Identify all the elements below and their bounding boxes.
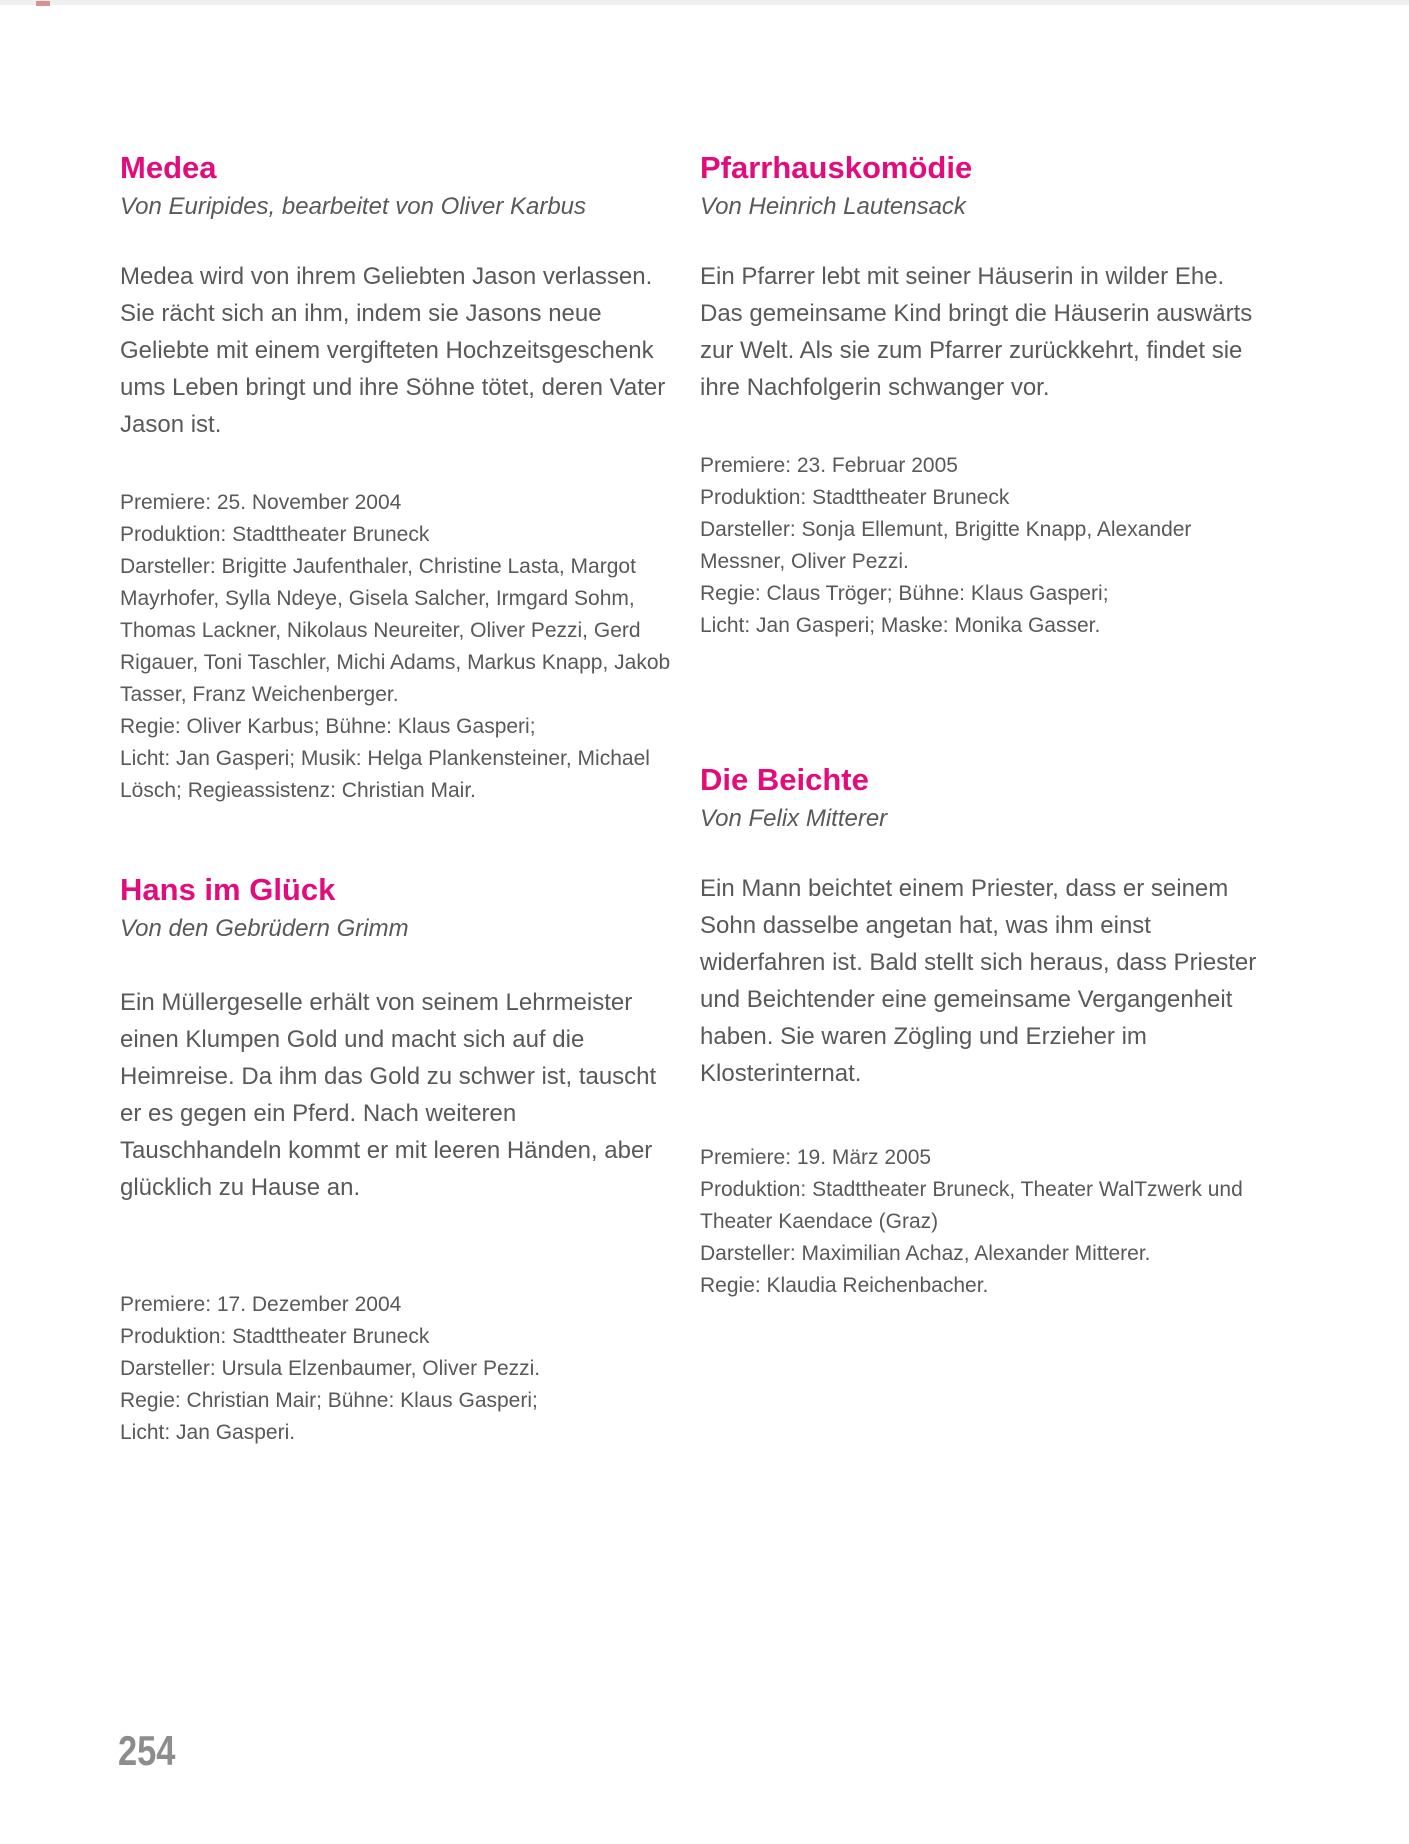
- production-credits: [700, 1142, 1262, 1302]
- production-author: Von Felix Mitterer: [700, 805, 888, 832]
- production-synopsis: Ein Müllergeselle erhält von seinem Lehrmeister einen Klumpen Gold und macht sich auf die Heimreise. Da ihm das Gold zu schwer ist, tauscht er es gegen ein Pferd. Nach weiteren Tauschhandeln kommt er mit leeren Händen, aber glücklich zu Hause an.: [120, 989, 657, 1201]
- credit-line: Produktion: Stadttheater Bruneck: [700, 486, 1010, 509]
- credit-line: Produktion: Stadttheater Bruneck: [120, 1325, 430, 1348]
- credit-line: Premiere: 23. Februar 2005: [700, 454, 958, 477]
- red-mark: [36, 1, 50, 6]
- production-synopsis: Ein Mann beichtet einem Priester, dass er seinem Sohn dasselbe angetan hat, was ihm einst widerfahren ist. Bald stellt sich heraus, dass Priester und Beichtender eine gemeinsame Vergangenheit haben. Sie waren Zögling und Erzieher im Klosterinternat.: [700, 875, 1257, 1087]
- credit-line: Premiere: 19. März 2005: [700, 1146, 932, 1169]
- credit-line: Darsteller: Maximilian Achaz, Alexander Mitterer.: [700, 1242, 1151, 1265]
- credit-line: Regie: Christian Mair; Bühne: Klaus Gasperi;: [120, 1389, 538, 1412]
- production-title: Pfarrhauskomödie: [700, 150, 973, 185]
- production-synopsis: Medea wird von ihrem Geliebten Jason verlassen. Sie rächt sich an ihm, indem sie Jasons neue Geliebte mit einem vergifteten Hochzeitsgeschenk ums Leben bringt und ihre Söhne tötet, deren Vater Jason ist.: [120, 263, 666, 438]
- credit-line: Regie: Oliver Karbus; Bühne: Klaus Gasperi;: [120, 715, 536, 738]
- credit-line: Licht: Jan Gasperi; Musik: Helga Plankensteiner, Michael Lösch; Regieassistenz: Christian Mair.: [120, 747, 650, 802]
- credit-line: Licht: Jan Gasperi; Maske: Monika Gasser.: [700, 614, 1101, 637]
- production-title: Die Beichte: [700, 762, 869, 797]
- credit-line: Produktion: Stadttheater Bruneck: [120, 523, 430, 546]
- credit-line: Produktion: Stadttheater Bruneck, Theater WalTzwerk und Theater Kaendace (Graz): [700, 1178, 1243, 1233]
- production-section-hans-im-glueck: [120, 872, 672, 1449]
- production-section-die-beichte: [700, 762, 1262, 1302]
- production-title: Medea: [120, 150, 217, 185]
- production-credits: [120, 1289, 672, 1449]
- production-section-medea: [120, 150, 672, 807]
- credit-line: Regie: Klaudia Reichenbacher.: [700, 1274, 989, 1297]
- credit-line: Regie: Claus Tröger; Bühne: Klaus Gasperi;: [700, 582, 1109, 605]
- production-section-pfarrhauskomoedie: [700, 150, 1262, 642]
- credit-line: Premiere: 17. Dezember 2004: [120, 1293, 402, 1316]
- credit-line: Licht: Jan Gasperi.: [120, 1421, 296, 1444]
- production-title: Hans im Glück: [120, 872, 336, 907]
- production-author: Von Euripides, bearbeitet von Oliver Karbus: [120, 193, 587, 220]
- credit-line: Darsteller: Ursula Elzenbaumer, Oliver Pezzi.: [120, 1357, 541, 1380]
- credit-line: Premiere: 25. November 2004: [120, 491, 402, 514]
- page-top-edge: [0, 0, 1409, 5]
- production-synopsis: Ein Pfarrer lebt mit seiner Häuserin in wilder Ehe. Das gemeinsame Kind bringt die Häuserin auswärts zur Welt. Als sie zum Pfarrer zurückkehrt, findet sie ihre Nachfolgerin schwanger vor.: [700, 263, 1253, 401]
- page-number: 254: [118, 1727, 176, 1774]
- credit-line: Darsteller: Sonja Ellemunt, Brigitte Knapp, Alexander Messner, Oliver Pezzi.: [700, 518, 1192, 573]
- production-author: Von den Gebrüdern Grimm: [120, 915, 409, 942]
- production-credits: [120, 487, 672, 807]
- credit-line: Darsteller: Brigitte Jaufenthaler, Christine Lasta, Margot Mayrhofer, Sylla Ndeye, Gisela Salcher, Irmgard Sohm, Thomas Lackner, Nikolaus Neureiter, Oliver Pezzi, Gerd Rigauer, Toni Taschler, Michi Adams, Markus Knapp, Jakob Tasser, Franz Weichenberger.: [120, 555, 671, 706]
- production-credits: [700, 450, 1262, 642]
- production-author: Von Heinrich Lautensack: [700, 193, 966, 220]
